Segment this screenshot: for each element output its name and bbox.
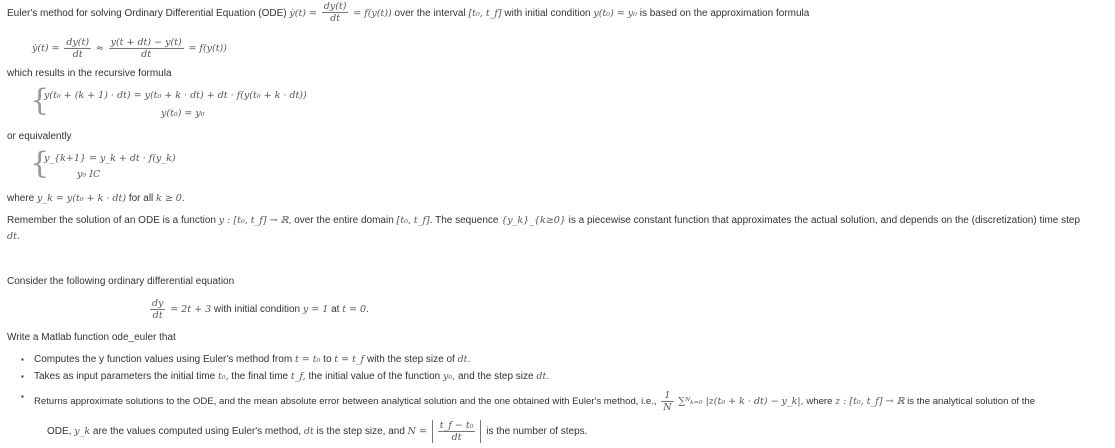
bullet-item: ▪ Computes the y function values using Euler's method from t = t₀ to t = t_f with the step size of dt. (34, 353, 471, 366)
initial-condition: y(t₀) = y₀ (593, 8, 637, 20)
remember-line: Remember the solution of an ODE is a function y : [t₀, t_f] → ℝ, over the entire domain [t₀, t_f]. The sequence {y_k}_{k≥0} is a piecewise constant function that approximates the actual solution, and depends on the (discretization) time step (7, 215, 1081, 226)
consider-line: Consider the following ordinary differential equation (7, 276, 235, 287)
recursive-line-1: y(t₀ + (k + 1) · dt) = y(t₀ + k · dt) + dt · f(y(t₀ + k · dt)) (44, 90, 307, 101)
ode-equation: $\frac{dy}{dt}$ = 2t + 3 with initial condition y = 1 at t = 0. (152, 298, 370, 321)
remember-dt: dt. (7, 231, 20, 242)
ode-lhs: ẏ(t) = (289, 8, 317, 20)
task-line: Write a Matlab function ode_euler that (7, 332, 176, 343)
bullet-item: ▪ Returns approximate solutions to the ODE, and the mean absolute error between analytical solution and the one obtained with Euler's method, i.e., $\frac{1}{N}$ ∑ᴺₖ₌₀ |z(t₀ + k · dt) − y_k|, where z : [t₀, t_f] → ℝ is the analytical solution of the (34, 390, 1035, 413)
approximation-formula: ẏ(t) = $\frac{dy(t)}{dt}$ ≈ $\frac{y(t + dt) - y(t)}{dt}$ = f(y(t)) (32, 37, 227, 60)
left-brace: { (30, 83, 50, 118)
equiv-label: or equivalently (7, 131, 72, 142)
intro-line: Euler's method for solving Ordinary Differential Equation (ODE) ẏ(t) = $\frac{dy(t)}{dt}$ = f(y(t)) over the interval [t₀, t_f] with initial condition y(t₀) = y₀ is based on the approximation formula (7, 1, 810, 24)
bullet-continuation: ODE, y_k are the values computed using Euler's method, dt is the step size, and N = $\frac{\text{t\_f − t₀}}{dt}$ is the number of steps. (47, 420, 588, 443)
equiv-line-1: y_{k+1} = y_k + dt · f(y_k) (44, 153, 176, 164)
equiv-line-2: y₀ IC (77, 169, 101, 180)
where-line: where y_k = y(t₀ + k · dt) for all k ≥ 0. (7, 193, 185, 204)
bullet-item: ▪ Takes as input parameters the initial time t₀, the final time t_f, the initial value of the function y₀, and the step size dt. (34, 370, 549, 383)
ode-rhs: = f(y(t)) (353, 8, 392, 20)
intro-text: Euler's method for solving Ordinary Differential Equation (ODE) (7, 8, 287, 20)
floor-brackets: $\frac{\text{t\_f − t₀}}{dt}$ (432, 420, 482, 443)
ode-fraction: $\frac{dy(t)}{dt}$ (323, 1, 347, 24)
left-brace: { (30, 146, 50, 181)
recursive-line-2: y(t₀) = y₀ (161, 108, 205, 119)
interval: [t₀, t_f] (468, 8, 502, 20)
recursive-label: which results in the recursive formula (7, 68, 172, 79)
